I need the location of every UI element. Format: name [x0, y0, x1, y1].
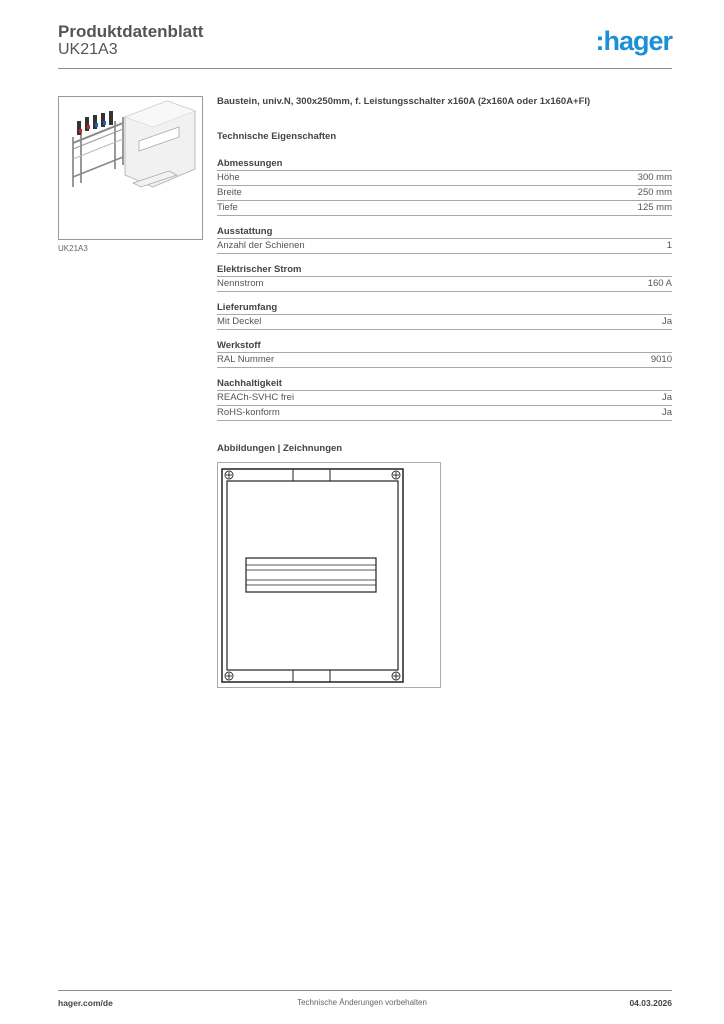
- spec-label: Tiefe: [217, 202, 238, 213]
- top-tab: [293, 469, 330, 481]
- spec-rows: [217, 314, 672, 330]
- spec-row: [217, 185, 672, 200]
- spec-group-title: Ausstattung: [217, 226, 273, 237]
- spec-label: Mit Deckel: [217, 316, 262, 327]
- spec-label: Anzahl der Schienen: [217, 240, 305, 251]
- spec-rows: [217, 170, 672, 216]
- spec-value: Ja: [661, 407, 672, 418]
- spec-label: RoHS-konform: [217, 407, 280, 418]
- footer-divider: [58, 990, 672, 991]
- spec-group: [217, 378, 672, 421]
- spec-group: [217, 158, 672, 216]
- hager-logo: :hager: [595, 26, 672, 56]
- spec-row: [217, 276, 672, 292]
- spec-group: [217, 264, 672, 292]
- spec-row: [217, 352, 672, 368]
- spec-row: [217, 200, 672, 216]
- spec-group-title: Elektrischer Strom: [217, 264, 302, 275]
- screw-icons: [225, 471, 400, 680]
- document-title: Produktdatenblatt: [58, 22, 204, 41]
- spec-group-title: Werkstoff: [217, 340, 261, 351]
- spec-value: 300 mm: [637, 172, 672, 183]
- product-code: UK21A3: [58, 41, 118, 58]
- spec-groups: [217, 158, 672, 421]
- spec-rows: [217, 238, 672, 254]
- spec-value: Ja: [661, 392, 672, 403]
- spec-value: 1: [666, 240, 672, 251]
- footer-note: Technische Änderungen vorbehalten: [297, 998, 427, 1007]
- specifications-panel: [217, 96, 672, 431]
- spec-row: [217, 170, 672, 185]
- spec-row: [217, 238, 672, 254]
- drawings-heading: Abbildungen | Zeichnungen: [217, 443, 343, 454]
- spec-rows: [217, 352, 672, 368]
- spec-group: [217, 302, 672, 330]
- spec-rows: [217, 276, 672, 292]
- spec-value: 9010: [650, 354, 672, 365]
- spec-row: [217, 390, 672, 405]
- spec-group: [217, 340, 672, 368]
- spec-label: RAL Nummer: [217, 354, 275, 365]
- spec-label: Höhe: [217, 172, 240, 183]
- spec-label: REACh-SVHC frei: [217, 392, 295, 403]
- page-header: [58, 20, 672, 68]
- technical-properties-heading: Technische Eigenschaften: [217, 131, 337, 142]
- spec-group-title: Nachhaltigkeit: [217, 378, 282, 389]
- product-description: Baustein, univ.N, 300x250mm, f. Leistungsschalter x160A (2x160A oder 1x160A+FI): [217, 96, 591, 107]
- header-divider: [58, 68, 672, 69]
- spec-row: [217, 405, 672, 421]
- product-photo-illustration: [59, 97, 202, 239]
- front-view-drawing: [218, 463, 440, 687]
- spec-value: Ja: [661, 316, 672, 327]
- spec-group-title: Abmessungen: [217, 158, 283, 169]
- spec-value: 125 mm: [637, 202, 672, 213]
- spec-value: 160 A: [647, 278, 672, 289]
- footer-website-link[interactable]: hager.com/de: [58, 998, 113, 1008]
- spec-value: 250 mm: [637, 187, 672, 198]
- spec-group-title: Lieferumfang: [217, 302, 278, 313]
- product-image: [58, 96, 203, 240]
- spec-row: [217, 314, 672, 330]
- spec-label: Nennstrom: [217, 278, 264, 289]
- spec-label: Breite: [217, 187, 242, 198]
- spec-group: [217, 226, 672, 254]
- inner-outline: [227, 481, 398, 670]
- bottom-tab: [293, 670, 330, 682]
- technical-drawing: [217, 462, 441, 688]
- image-caption: UK21A3: [58, 244, 88, 253]
- spec-rows: [217, 390, 672, 421]
- footer-date: 04.03.2026: [629, 998, 672, 1008]
- breaker-opening: [246, 558, 376, 592]
